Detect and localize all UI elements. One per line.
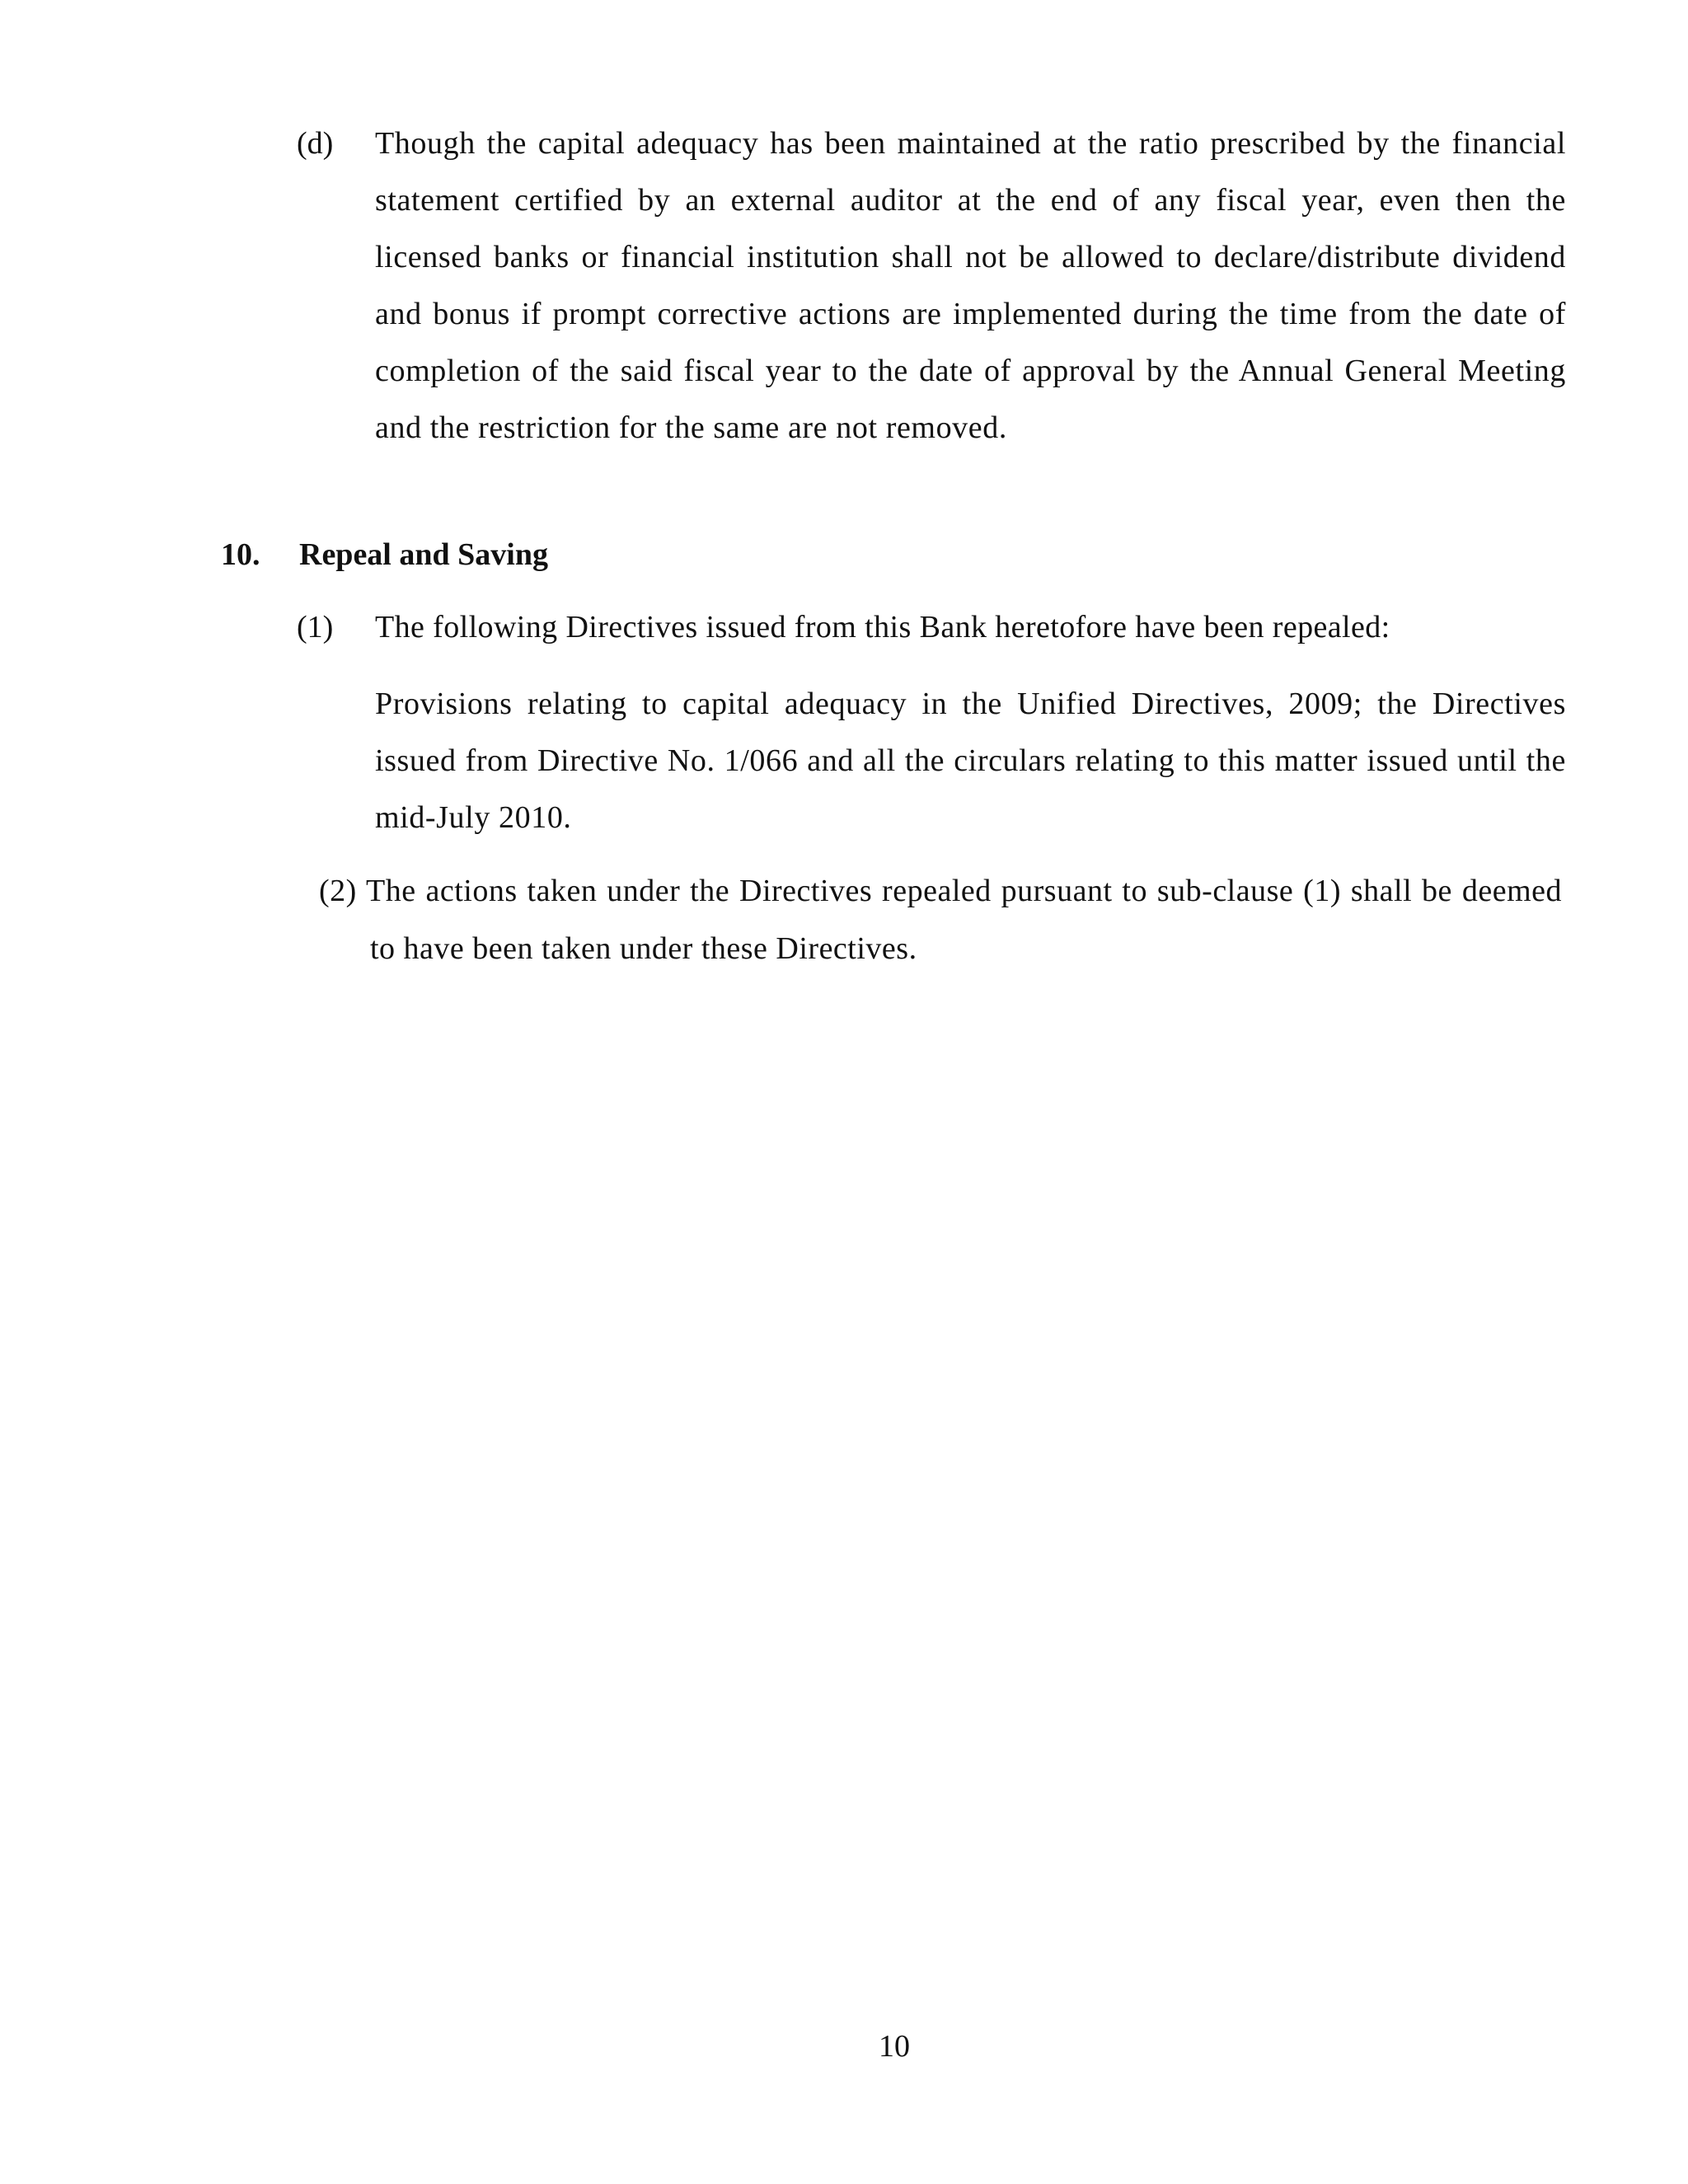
subclause-1 [297,606,1566,649]
section-heading [221,534,548,575]
subclause-1-paragraph: Provisions relating to capital adequacy in the Unified Directives, 2009; the Directives issued from Directive No. 1/066 and all the circulars relating to this matter issued until the mid-July 2010. [375,687,1566,835]
section-number: 10. [221,537,260,572]
subclause-1-text: The following Directives issued from this Bank heretofore have been repealed: [375,610,1390,644]
section-title: Repeal and Saving [299,537,548,572]
subclause-2-text: (2) The actions taken under the Directives repealed pursuant to sub-clause (1) shall be deemed to have been taken under these Directives. [319,874,1562,966]
page-number: 10 [879,2029,910,2064]
subclause-1-label: (1) [297,610,334,644]
subclause-2 [319,862,1562,977]
clause-d-label: (d) [297,126,334,161]
clause-d [297,115,1566,457]
clause-d-text: Though the capital adequacy has been maintained at the ratio prescribed by the financial statement certified by an external auditor at the end of any fiscal year, even then the licensed banks or financial institution shall not be allowed to declare/distribute dividend and bonus if prompt corrective actions are implemented during the time from the date of completion of the said fiscal year to the date of approval by the Annual General Meeting and the restriction for the same are not removed. [375,126,1566,445]
